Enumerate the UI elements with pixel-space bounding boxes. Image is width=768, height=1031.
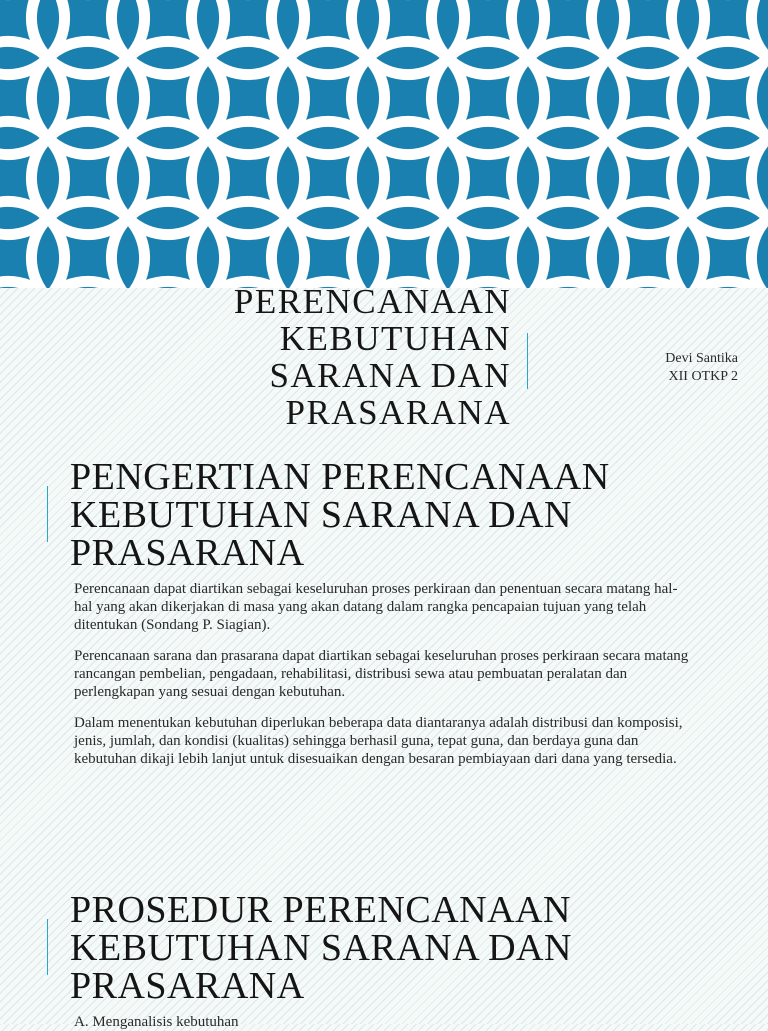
section2-heading	[70, 891, 572, 1005]
section2-heading-line-3: PRASARANA	[70, 965, 305, 1007]
pattern-circle	[31, 281, 144, 288]
section1-paragraph-1: Perencanaan dapat diartikan sebagai keseluruhan proses perkiraan dan penentuan secara matang hal-hal yang akan dikerjakan di masa yang akan datang dalam rangka pencapaian tujuan yang telah ditentukan (Sondang P. Siagian).	[74, 581, 678, 633]
title-divider	[527, 333, 528, 389]
section2-heading-line-1: PROSEDUR PERENCANAAN	[70, 889, 571, 931]
pattern-circle	[511, 281, 624, 288]
section2-list-item: A. Menganalisis kebutuhan	[74, 1014, 239, 1030]
section2-heading-line-2: KEBUTUHAN SARANA DAN	[70, 927, 572, 969]
section1-heading-line-3: PRASARANA	[70, 532, 305, 574]
title-line-4: PRASARANA	[285, 393, 511, 432]
author-class: XII OTKP 2	[668, 369, 738, 384]
author-name: Devi Santika	[665, 351, 738, 366]
title-line-1: PERENCANAAN	[233, 282, 511, 321]
section1-paragraph-3: Dalam menentukan kebutuhan diperlukan beberapa data diantaranya adalah distribusi dan komposisi, jenis, jumlah, dan kondisi (kualitas) sehingga berhasil guna, tepat guna, dan berdaya guna dan kebutuhan dikaji lebih lanjut untuk disesuaikan dengan besaran pembiayaan dari dana yang tersedia.	[74, 715, 683, 767]
pattern-circle	[591, 281, 704, 288]
section1-heading	[70, 458, 610, 572]
section1-rule	[47, 486, 48, 542]
section1-paragraph-2: Perencanaan sarana dan prasarana dapat diartikan sebagai keseluruhan proses perkiraan secara matang rancangan pembelian, pengadaan, rehabilitasi, distribusi sewa atau pembuatan peralatan dan perlengkapan yang sesuai dengan kebutuhan.	[74, 648, 689, 700]
section2-rule	[47, 919, 48, 975]
section1-heading-line-1: PENGERTIAN PERENCANAAN	[70, 456, 610, 498]
section1-body	[74, 580, 694, 781]
title-line-2: KEBUTUHAN	[279, 319, 511, 358]
author-info	[560, 350, 738, 386]
section1-heading-line-2: KEBUTUHAN SARANA DAN	[70, 494, 572, 536]
presentation-title	[150, 283, 511, 431]
interlocking-circles-pattern	[0, 0, 768, 288]
title-line-3: SARANA DAN	[269, 356, 511, 395]
header-pattern	[0, 0, 768, 288]
